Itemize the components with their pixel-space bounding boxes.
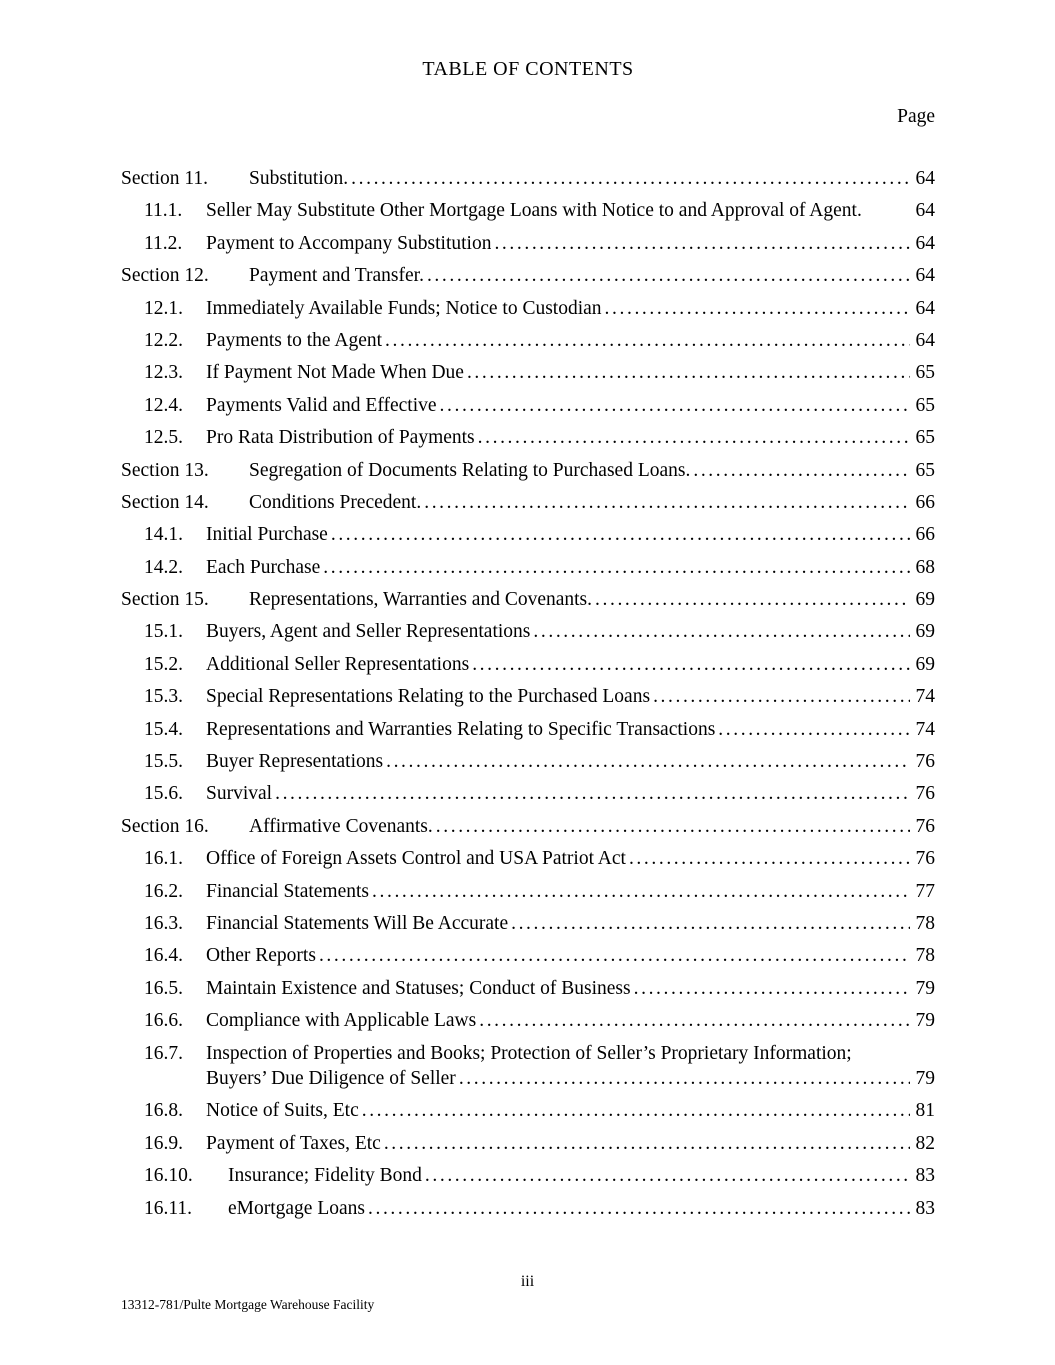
entry-title: Other Reports	[206, 945, 316, 967]
toc-entry	[121, 1132, 935, 1155]
dot-leader	[368, 1197, 910, 1220]
dot-leader	[385, 329, 910, 352]
footer-page-number: iii	[520, 1273, 535, 1290]
toc-entry	[121, 880, 935, 903]
entry-number: Section 13.	[121, 459, 209, 481]
entry-title: Payment and Transfer.	[249, 265, 424, 287]
entry-page: 79	[915, 1010, 935, 1032]
entry-title: Notice of Suits, Etc	[206, 1100, 359, 1122]
entry-page: 78	[915, 912, 935, 934]
entry-title: Special Representations Relating to the Purchased Loans	[206, 686, 651, 708]
entry-title: Inspection of Properties and Books; Protection of Seller’s Proprietary Information;	[206, 1042, 852, 1064]
dot-leader	[595, 588, 910, 611]
entry-page: 66	[915, 524, 935, 546]
entry-page: 83	[915, 1197, 935, 1219]
entry-title: Insurance; Fidelity Bond	[228, 1165, 422, 1187]
entry-title: Payment of Taxes, Etc	[206, 1132, 381, 1154]
entry-number: 15.3.	[144, 686, 183, 708]
entry-title: If Payment Not Made When Due	[206, 362, 464, 384]
entry-page: 65	[915, 394, 935, 416]
entry-number: 14.1.	[144, 524, 183, 546]
entry-title: Maintain Existence and Statuses; Conduct of Business	[206, 977, 631, 999]
entry-page: 65	[915, 459, 935, 481]
dot-leader	[436, 815, 910, 838]
dot-leader	[440, 394, 910, 417]
toc-entry	[121, 620, 935, 643]
entry-page: 69	[915, 621, 935, 643]
entry-title: Payments Valid and Effective	[206, 394, 437, 416]
toc-entry	[121, 491, 935, 514]
entry-number: 16.7.	[144, 1042, 183, 1064]
entry-number: 16.6.	[144, 1010, 183, 1032]
entry-number: 16.3.	[144, 912, 183, 934]
toc-entry	[121, 750, 935, 773]
entry-number: 12.1.	[144, 297, 183, 319]
entry-title: Buyers, Agent and Seller Representations	[206, 621, 531, 643]
dot-leader	[467, 361, 910, 384]
entry-title: Payments to the Agent	[206, 329, 383, 351]
entry-number: 12.3.	[144, 362, 183, 384]
dot-leader	[533, 620, 910, 643]
entry-number: 16.2.	[144, 880, 183, 902]
entry-page: 78	[915, 945, 935, 967]
dot-leader	[478, 426, 910, 449]
entry-number: 15.4.	[144, 718, 183, 740]
entry-number: Section 14.	[121, 491, 209, 513]
toc-entry	[121, 1042, 935, 1065]
toc-entry	[121, 1164, 935, 1187]
entry-page: 64	[915, 297, 935, 319]
toc-entry	[121, 426, 935, 449]
toc-entry	[121, 653, 935, 676]
dot-leader	[331, 523, 910, 546]
entry-number: 11.2.	[144, 232, 183, 254]
toc-entry	[121, 459, 935, 482]
entry-title: Affirmative Covenants.	[249, 815, 433, 837]
toc-entry	[121, 232, 935, 255]
entry-page: 64	[915, 265, 935, 287]
toc-entry	[121, 523, 935, 546]
toc-entry	[121, 1197, 935, 1220]
entry-page: 69	[915, 653, 935, 675]
toc-entry	[121, 977, 935, 1000]
toc-entry	[121, 912, 935, 935]
entry-number: Section 11.	[121, 168, 209, 189]
entry-number: Section 12.	[121, 265, 209, 287]
entry-page: 76	[915, 783, 935, 805]
entry-title: Buyer Representations	[206, 751, 384, 773]
entry-number: 16.11.	[144, 1197, 193, 1219]
dot-leader	[372, 880, 910, 903]
entry-page: 76	[915, 815, 935, 837]
entry-title: Office of Foreign Assets Control and USA Patriot Act	[206, 848, 626, 870]
entry-title: Survival	[206, 783, 273, 805]
dot-leader	[384, 1132, 910, 1155]
dot-leader	[424, 491, 910, 514]
entry-number: 12.4.	[144, 394, 183, 416]
entry-page: 79	[915, 1067, 935, 1089]
entry-page: 74	[915, 686, 935, 708]
entry-title: Seller May Substitute Other Mortgage Loans with Notice to and Approval of Agent.	[206, 200, 862, 222]
entry-page: 76	[915, 848, 935, 870]
entry-page: 81	[915, 1100, 935, 1122]
dot-leader	[629, 847, 910, 870]
entry-page: 79	[915, 977, 935, 999]
entry-number: 12.2.	[144, 329, 183, 351]
dot-leader	[362, 1099, 910, 1122]
entry-title: Additional Seller Representations	[206, 653, 470, 675]
entry-number: 15.1.	[144, 621, 183, 643]
entry-page: 66	[915, 491, 935, 513]
entry-title: Representations and Warranties Relating to Specific Transactions	[206, 718, 716, 740]
toc-list	[121, 167, 935, 1220]
toc-entry	[121, 297, 935, 320]
dot-leader	[425, 1164, 910, 1187]
entry-title: Buyers’ Due Diligence of Seller	[206, 1067, 456, 1089]
dot-leader	[351, 167, 910, 190]
entry-title: Each Purchase	[206, 556, 321, 578]
toc-entry	[121, 361, 935, 384]
entry-title: Conditions Precedent.	[249, 491, 422, 513]
dot-leader	[386, 750, 910, 773]
toc-entry	[121, 815, 935, 838]
entry-page: 64	[915, 168, 935, 189]
entry-title: Segregation of Documents Relating to Purchased Loans.	[249, 459, 691, 481]
entry-page: 69	[915, 589, 935, 611]
dot-leader	[275, 782, 910, 805]
dot-leader	[494, 232, 910, 255]
entry-number: 16.5.	[144, 977, 183, 999]
entry-number: 16.1.	[144, 848, 183, 870]
entry-title: Immediately Available Funds; Notice to Custodian	[206, 297, 602, 319]
toc-entry	[121, 394, 935, 417]
entry-number: 16.9.	[144, 1132, 183, 1154]
toc-entry	[121, 685, 935, 708]
entry-number: 15.2.	[144, 653, 183, 675]
entry-title: Payment to Accompany Substitution	[206, 232, 492, 254]
toc-entry	[121, 588, 935, 611]
dot-leader	[479, 1009, 910, 1032]
toc-entry	[121, 1067, 935, 1090]
entry-title: Representations, Warranties and Covenants.	[249, 589, 593, 611]
dot-leader	[323, 556, 910, 579]
entry-page: 77	[915, 880, 935, 902]
entry-number: 11.1.	[144, 200, 183, 222]
toc-entry	[121, 1099, 935, 1122]
toc-entry	[121, 944, 935, 967]
entry-number: 12.5.	[144, 427, 183, 449]
entry-number: Section 16.	[121, 815, 209, 837]
entry-page: 65	[915, 362, 935, 384]
footer-doc-id: 13312-781/Pulte Mortgage Warehouse Facility	[121, 1297, 375, 1312]
dot-leader	[427, 264, 910, 287]
entry-number: Section 15.	[121, 589, 209, 611]
entry-number: 16.4.	[144, 945, 183, 967]
entry-number: 15.5.	[144, 751, 183, 773]
entry-number: 16.8.	[144, 1100, 183, 1122]
toc-entry	[121, 199, 935, 222]
entry-number: 15.6.	[144, 783, 183, 805]
dot-leader	[459, 1067, 910, 1090]
entry-number: 16.10.	[144, 1165, 193, 1187]
toc-entry	[121, 556, 935, 579]
toc-entry	[121, 718, 935, 741]
entry-number: 14.2.	[144, 556, 183, 578]
entry-title: Financial Statements	[206, 880, 370, 902]
toc-entry	[121, 847, 935, 870]
entry-page: 64	[915, 200, 935, 222]
dot-leader	[605, 297, 910, 320]
page-title: TABLE OF CONTENTS	[422, 58, 634, 80]
dot-leader	[693, 459, 910, 482]
dot-leader	[472, 653, 910, 676]
dot-leader	[718, 718, 910, 741]
entry-title: Initial Purchase	[206, 524, 328, 546]
entry-page: 82	[915, 1132, 935, 1154]
entry-page: 64	[915, 329, 935, 351]
page-column-label: Page	[897, 106, 935, 127]
dot-leader	[511, 912, 910, 935]
entry-page: 64	[915, 232, 935, 254]
toc-entry	[121, 1009, 935, 1032]
entry-title: Financial Statements Will Be Accurate	[206, 912, 509, 934]
dot-leader	[319, 944, 910, 967]
toc-entry	[121, 329, 935, 352]
entry-page: 65	[915, 427, 935, 449]
toc-entry	[121, 167, 935, 190]
entry-title: Compliance with Applicable Laws	[206, 1010, 477, 1032]
entry-page: 83	[915, 1165, 935, 1187]
dot-leader	[634, 977, 910, 1000]
toc-entry	[121, 782, 935, 805]
entry-title: eMortgage Loans	[228, 1197, 365, 1219]
entry-page: 76	[915, 751, 935, 773]
entry-page: 68	[915, 556, 935, 578]
dot-leader	[653, 685, 910, 708]
entry-title: Substitution.	[249, 168, 349, 189]
entry-page: 74	[915, 718, 935, 740]
toc-entry	[121, 264, 935, 287]
entry-title: Pro Rata Distribution of Payments	[206, 427, 475, 449]
